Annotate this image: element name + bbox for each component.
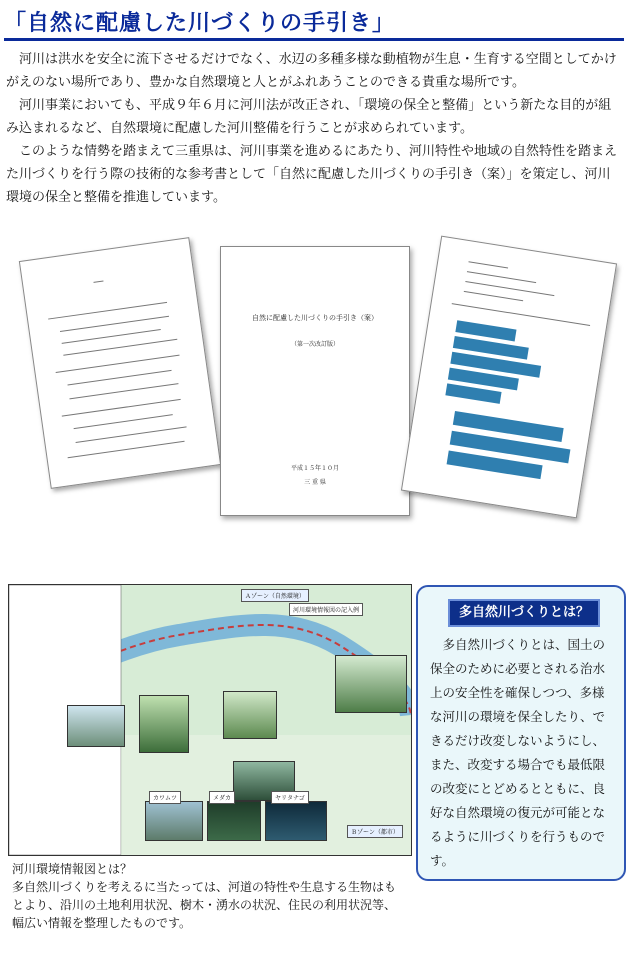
info-box xyxy=(416,585,626,881)
text-line xyxy=(93,281,103,283)
page-title: 「自然に配慮した川づくりの手引き」 xyxy=(4,11,396,36)
text-line xyxy=(467,271,536,283)
intro-paragraph-1: 河川は洪水を安全に流下させるだけでなく、水辺の多種多様な動植物が生息・生育する空間としてかけがえのない場所であり、豊かな自然環境と人とがふれあうことのできる貴重な場所です。 xyxy=(6,52,617,90)
fish-label-2: メダカ xyxy=(209,791,235,804)
text-line xyxy=(68,441,185,458)
intro-text xyxy=(6,48,622,209)
text-line xyxy=(48,302,167,320)
zone-a-label: Ａゾーン（自然環境） xyxy=(241,589,309,602)
map-photo-riverbank xyxy=(335,655,407,713)
text-line xyxy=(62,399,181,417)
map-caption xyxy=(12,860,402,932)
map-caption-text: 多自然川づくりを考えるに当たっては、河道の特性や生息する生物はもとより、沿川の土地利用状況、樹木・湧水の状況、住民の利用状況等、幅広い情報を整理したものです。 xyxy=(12,880,397,930)
fish-label-1: カワムツ xyxy=(149,791,181,804)
text-line xyxy=(67,370,171,386)
text-line xyxy=(69,383,178,399)
document-cover-page xyxy=(220,246,410,516)
document-page-table xyxy=(401,236,617,519)
map-photo-trees xyxy=(139,695,189,753)
intro-paragraph-3: このような情勢を踏まえて三重県は、河川事業を進めるにあたり、河川特性や地域の自然特性を踏まえた川づくりを行う際の技術的な参考書として「自然に配慮した川づくりの手引き（案）」を策定し、河川環境の保全と整備を推進しています。 xyxy=(6,144,618,205)
intro-paragraph-2: 河川事業においても、平成９年６月に河川法が改正され、「環境の保全と整備」という新たな目的が組み込まれるなど、自然環境に配慮した河川整備を行うことが求められています。 xyxy=(6,98,612,136)
info-box-heading: 多自然川づくりとは？ xyxy=(448,599,600,627)
map-photo-weir xyxy=(67,705,125,747)
text-line xyxy=(76,426,187,443)
river-environment-map xyxy=(8,584,412,856)
text-line xyxy=(63,339,177,356)
text-line xyxy=(62,329,161,344)
map-legend-title: 河川環境情報図の記入例 xyxy=(289,603,363,616)
info-box-text: 多自然川づくりとは、国土の保全のために必要とされる治水上の安全性を確保しつつ、多様な河川の環境を保全したり、できるだけ改変しないようにし、また、改変する場合でも最低限の改変にとどめるとともに、良好な自然環境の復元が可能となるように川づくりを行うものです。 xyxy=(430,637,606,868)
text-line xyxy=(464,291,523,301)
cover-edition: （第一次改訂版） xyxy=(290,341,339,348)
fish-label-3: ヤリタナゴ xyxy=(271,791,309,804)
map-photo-reeds xyxy=(223,691,277,739)
cover-publisher: 三 重 県 xyxy=(304,479,326,486)
cover-title: 自然に配慮した川づくりの手引き（案） xyxy=(252,314,378,322)
map-caption-title: 河川環境情報図とは？ xyxy=(12,862,133,876)
zone-b-label: Ｂゾーン（都市） xyxy=(347,825,403,838)
map-photo-fish-2 xyxy=(207,801,261,841)
text-line xyxy=(74,414,173,429)
document-page-contents xyxy=(19,237,221,489)
map-photo-fish-1 xyxy=(145,801,203,841)
map-photo-fish-3 xyxy=(265,801,327,841)
title-underline xyxy=(4,38,624,41)
text-line xyxy=(468,261,508,268)
cover-date: 平成１５年１０月 xyxy=(290,465,339,472)
